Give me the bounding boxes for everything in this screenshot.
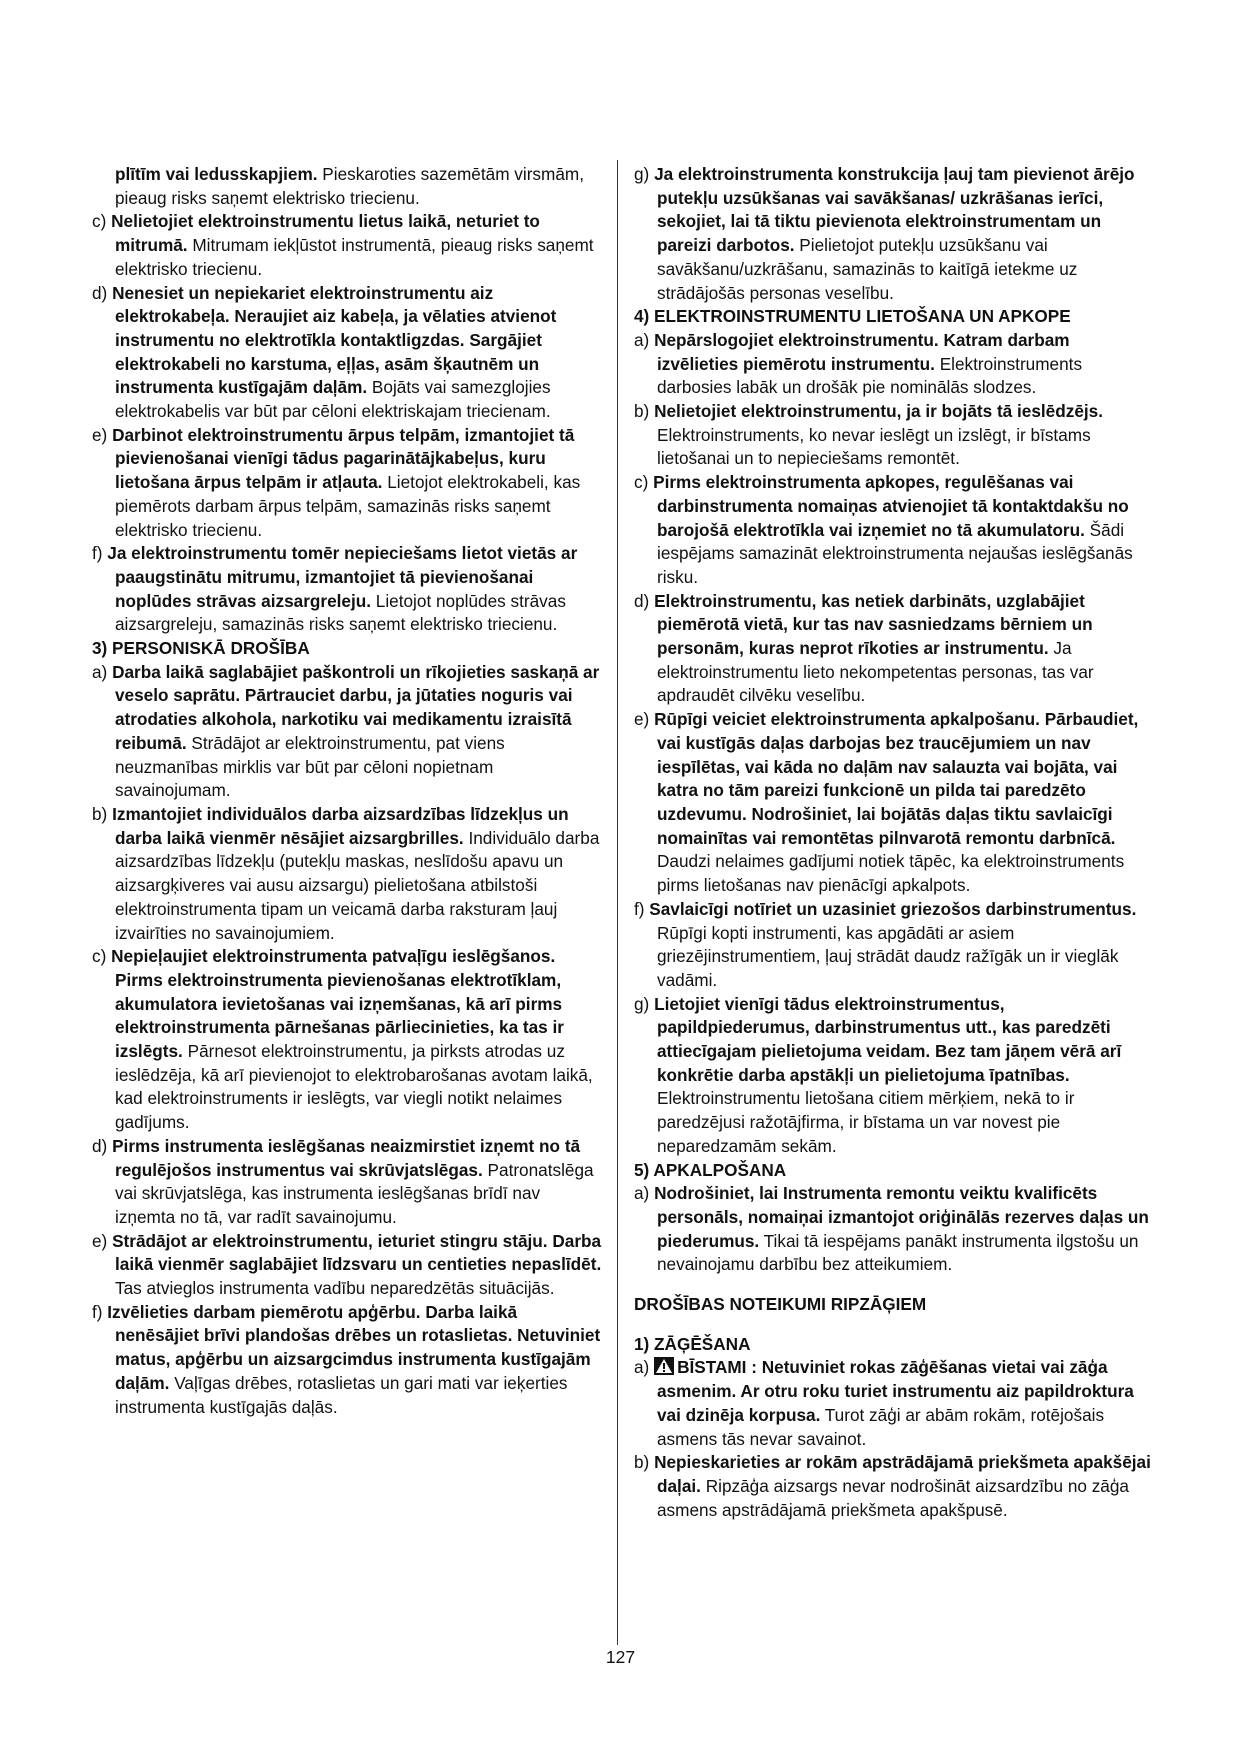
left-column xyxy=(92,163,604,1419)
list-item xyxy=(634,471,1154,590)
list-item xyxy=(634,329,1154,400)
section-heading-service: 5) APKALPOŠANA xyxy=(634,1159,787,1180)
item-bold: Ja elektroinstrumenta konstrukcija ļauj tam pievienot ārējo putekļu uzsūkšanas vai savākšanas/ uzkrāšanas ierīci, sekojiet, lai tā tiktu pievienota elektroinstrumentam un pareizi darbotos. xyxy=(654,164,1135,256)
item-bold: Nelietojiet elektroinstrumentu lietus laikā, neturiet to mitrumā. xyxy=(111,211,540,256)
item-text: Šādi iespējams samazināt elektroinstrumenta nejaušas ieslēgšanās risku. xyxy=(657,519,1133,587)
item-letter: c) xyxy=(92,211,107,232)
item-bold: Elektroinstrumentu, kas netiek darbināts, uzglabājiet piemērotā vietā, kur tas nav sasniedzams bērniem un personām, kuras neprot rīkoties ar instrumentu. xyxy=(654,590,1093,659)
section-heading-tool-use: 4) ELEKTROINSTRUMENTU LIETOŠANA UN APKOPE xyxy=(634,306,1071,327)
item-bold: Izmantojiet individuālos darba aizsardzības līdzekļus un darba laikā vienmēr nēsājiet aizsargbrilles. xyxy=(112,803,569,848)
item-text: Turot zāģi ar abām rokām, rotējošais asmens tās nevar savainot. xyxy=(657,1404,1105,1449)
item-letter: f) xyxy=(92,543,103,564)
list-item xyxy=(634,1356,1154,1451)
item-text: Elektroinstrumentu lietošana citiem mērķiem, nekā to ir paredzējusi ražotājfirma, ir bīstama un var novest pie neparedzamām sekām. xyxy=(657,1088,1075,1156)
item-text: Elektroinstruments darbosies labāk un drošāk pie nominālās slodzes. xyxy=(657,353,1083,398)
item-letter: f) xyxy=(634,898,645,919)
section-title-circular-saw: DROŠĪBAS NOTEIKUMI RIPZĀĢIEM xyxy=(634,1294,927,1315)
item-bold: BĪSTAMI : Netuviniet rokas zāģēšanas vietai vai zāģa asmenim. Ar otru roku turiet instrumentu aiz papildroktura vai dzinēja korpusa. xyxy=(657,1357,1134,1425)
item-letter: b) xyxy=(92,803,108,824)
list-item xyxy=(634,993,1154,1159)
right-column xyxy=(634,163,1154,1522)
list-item xyxy=(92,424,604,543)
list-item xyxy=(92,1230,604,1301)
item-bold: Savlaicīgi notīriet un uzasiniet griezošos darbinstrumentus. xyxy=(649,898,1137,919)
list-item xyxy=(92,210,604,281)
item-letter: g) xyxy=(634,164,650,184)
list-item xyxy=(634,163,1154,305)
section-heading-personal-safety: 3) PERSONISKĀ DROŠĪBA xyxy=(92,638,310,659)
list-item xyxy=(92,1135,604,1230)
item-text: Pielietojot putekļu uzsūkšanu vai savākšanu/uzkrāšanu, samazinās to kaitīgā ietekme uz strādājošās personas veselību. xyxy=(657,235,1078,303)
list-item xyxy=(634,708,1154,898)
item-text: Lietojot noplūdes strāvas aizsargreleju, samazinās risks saņemt elektrisko triecienu. xyxy=(115,590,566,635)
item-text: Bojāts vai samezglojies elektrokabelis var būt par cēloni elektriskajam triecienam. xyxy=(115,377,551,422)
item-text: Lietojot elektrokabeli, kas piemērots darbam ārpus telpām, samazinās risks saņemt elektrisko triecienu. xyxy=(115,472,581,540)
list-item xyxy=(92,661,604,803)
item-bold: Izvēlieties darbam piemērotu apģērbu. Darba laikā nenēsājiet brīvi plandošas drēbes un rotaslietas. Netuviniet matus, apģērbu un aizsargcimdus instrumenta kustīgajām daļām. xyxy=(107,1301,601,1393)
list-item xyxy=(92,803,604,945)
item-bold: Darba laikā saglabājiet paškontroli un rīkojieties saskaņā ar veselo saprātu. Pārtrauciet darbu, ja jūtaties noguris vai atrodaties alkohola, narkotiku vai medikamentu izraisītā reibumā. xyxy=(112,661,600,753)
lead-bold: plītīm vai ledusskapjiem. xyxy=(115,164,318,184)
column-divider xyxy=(617,160,618,1645)
item-letter: g) xyxy=(634,993,650,1014)
item-text: Tikai tā iespējams panākt instrumenta ilgstošu un nevainojamu darbību bez atteikumiem. xyxy=(657,1230,1139,1275)
item-text: Pārnesot elektroinstrumentu, ja pirksts atrodas uz ieslēdzēja, kā arī pievienojot to elektrobarošanas avotam laikā, kad elektroinstruments ir ieslēgts, var viegli notikt nelaimes gadījums. xyxy=(115,1041,593,1133)
item-letter: e) xyxy=(92,1230,108,1251)
item-letter: f) xyxy=(92,1301,103,1322)
item-letter: e) xyxy=(92,424,108,445)
item-letter: b) xyxy=(634,1452,650,1473)
item-bold: Nepieskarieties ar rokām apstrādājamā priekšmeta apakšējai daļai. xyxy=(654,1452,1151,1496)
item-letter: c) xyxy=(634,472,649,493)
item-letter: c) xyxy=(92,946,107,967)
item-text: Strādājot ar elektroinstrumentu, pat viens neuzmanības mirklis var būt par cēloni nopietnam savainojumam. xyxy=(115,732,505,801)
item-letter: e) xyxy=(634,709,650,730)
item-letter: d) xyxy=(634,590,650,611)
page-number: 127 xyxy=(605,1647,636,1667)
list-item xyxy=(634,1451,1154,1522)
item-letter: b) xyxy=(634,401,650,422)
item-bold: Nelietojiet elektroinstrumentu, ja ir bojāts tā ieslēdzējs. xyxy=(654,401,1103,422)
item-bold: Nepieļaujiet elektroinstrumenta patvaļīgu ieslēgšanos. Pirms elektroinstrumenta pievienošanas elektrotīklam, akumulatora ievietošanas vai izņemšanas, kā arī pirms elektroinstrumenta pārnešanas pārliecinieties, ka tas ir izslēgts. xyxy=(111,946,564,1062)
item-bold: Strādājot ar elektroinstrumentu, ieturiet stingru stāju. Darba laikā vienmēr saglabājiet līdzsvaru un centieties nepaslīdēt. xyxy=(112,1230,602,1275)
list-item xyxy=(92,282,604,424)
item-text: Ja elektroinstrumentu lieto nekompetentas personas, tas var apdraudēt cilvēku veselību. xyxy=(657,638,1094,706)
item-bold: Pirms elektroinstrumenta apkopes, regulēšanas vai darbinstrumenta nomaiņas atvienojiet tā kontaktdakšu no barojošā elektrotīkla vai izņemiet no tā akumulatoru. xyxy=(653,472,1129,540)
list-item xyxy=(92,945,604,1135)
list-item xyxy=(92,542,604,637)
item-bold: Nodrošiniet, lai Instrumenta remontu veiktu kvalificēts personāls, nomaiņai izmantojot oriģinālās rezerves daļas un piederumus. xyxy=(654,1183,1149,1251)
item-letter: a) xyxy=(92,661,108,682)
item-letter: d) xyxy=(92,282,108,303)
item-bold: Darbinot elektroinstrumentu ārpus telpām, izmantojiet tā pievienošanai vienīgi tādus pagarinātājkabeļus, kuru lietošana ārpus telpām ir atļauta. xyxy=(112,424,575,493)
section-heading-sawing: 1) ZĀĢĒŠANA xyxy=(634,1333,751,1354)
item-letter: a) xyxy=(634,1357,650,1378)
item-text: Individuālo darba aizsardzības līdzekļu (putekļu maskas, neslīdošu apavu un aizsargķiveres vai ausu aizsargu) pielietošana atbilstoši elektroinstrumenta tipam un veicamā darba raksturam ļauj izvairīties no savainojumiem. xyxy=(115,827,600,943)
item-bold: Lietojiet vienīgi tādus elektroinstrumentus, papildpiederumus, darbinstrumentus utt., kas paredzēti attiecīgajam pielietojuma veidam. Bez tam jāņem vērā arī konkrētie darba apstākļi un pielietojuma īpatnības. xyxy=(654,993,1122,1085)
item-letter: a) xyxy=(634,1183,650,1204)
list-item xyxy=(634,898,1154,993)
item-bold: Ja elektroinstrumentu tomēr nepieciešams lietot vietās ar paaugstinātu mitrumu, izmantojiet tā pievienošanai noplūdes strāvas aizsargreleju. xyxy=(107,543,578,611)
item-bold: Nepārslogojiet elektroinstrumentu. Katram darbam izvēlieties piemērotu instrumentu. xyxy=(654,329,1070,374)
item-text: Rūpīgi kopti instrumenti, kas apgādāti ar asiem griezējinstrumentiem, ļauj strādāt daudz ražīgāk un ir vieglāk vadāmi. xyxy=(657,922,1119,990)
item-text: Elektroinstruments, ko nevar ieslēgt un izslēgt, ir bīstams lietošanai un to nepieciešams remontēt. xyxy=(657,424,1091,469)
item-text: Tas atvieglos instrumenta vadību neparedzētās situācijās. xyxy=(115,1278,555,1299)
item-letter: d) xyxy=(92,1135,108,1156)
item-text: Ripzāģa aizsargs nevar nodrošināt aizsardzību no zāģa asmens apstrādājamā priekšmeta apakšpusē. xyxy=(657,1475,1129,1520)
item-text: Mitrumam iekļūstot instrumentā, pieaug risks saņemt elektrisko triecienu. xyxy=(115,235,594,279)
item-text: Vaļīgas drēbes, rotaslietas un gari mati var ieķerties instrumenta kustīgajās daļās. xyxy=(115,1372,568,1417)
item-letter: a) xyxy=(634,329,650,350)
item-bold: Rūpīgi veiciet elektroinstrumenta apkalpošanu. Pārbaudiet, vai kustīgās daļas darbojas bez traucējumiem un nav iespīlētas, vai kāda no daļām nav salauzta vai bojāta, vai katra no tām pareizi funkcionē un pilda tai paredzēto uzdevumu. Nodrošiniet, lai bojātās daļas tiktu savlaicīgi nomainītas vai remontētas pilnvarotā remontu darbnīcā. xyxy=(654,709,1139,848)
lead-paragraph xyxy=(92,163,604,210)
list-item xyxy=(634,400,1154,471)
item-text: Patronatslēga vai skrūvjatslēga, kas instrumenta ieslēgšanas brīdī nav izņemta no tā, var radīt savainojumu. xyxy=(115,1159,594,1227)
item-text: Daudzi nelaimes gadījumi notiek tāpēc, ka elektroinstruments pirms lietošanas nav pienācīgi apkalpots. xyxy=(657,851,1125,896)
lead-text: Pieskaroties sazemētām virsmām, pieaug risks saņemt elektrisko triecienu. xyxy=(115,164,584,208)
item-bold: Nenesiet un nepiekariet elektroinstrumentu aiz elektrokabeļa. Neraujiet aiz kabeļa, ja vēlaties atvienot instrumentu no elektrotīkla kontaktligzdas. Sargājiet elektrokabeli no karstuma, eļļas, asām šķautnēm un instrumenta kustīgajām daļām. xyxy=(112,282,557,398)
warning-triangle-icon xyxy=(654,1357,674,1375)
list-item xyxy=(92,1301,604,1420)
item-bold: Pirms instrumenta ieslēgšanas neaizmirstiet izņemt no tā regulējošos instrumentus vai skrūvjatslēgas. xyxy=(112,1135,581,1180)
list-item xyxy=(634,1182,1154,1277)
list-item xyxy=(634,590,1154,709)
